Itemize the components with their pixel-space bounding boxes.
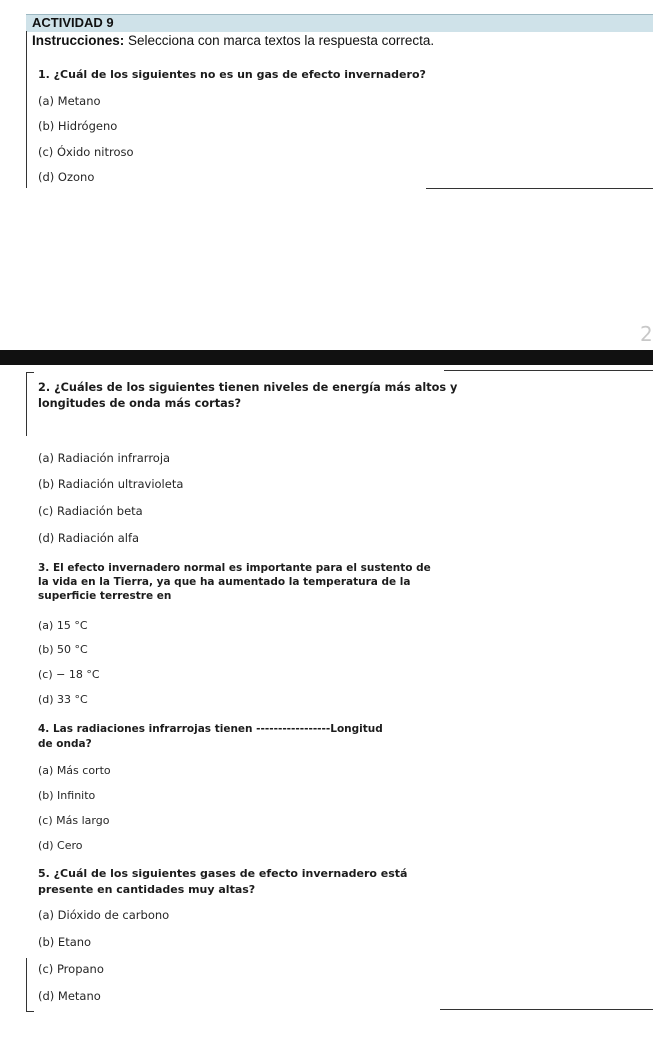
question-line: 4. Las radiaciones infrarrojas tienen -----------------Longitud [38, 723, 383, 735]
left-border-line [26, 372, 27, 436]
option-4b[interactable]: (b) Infinito [38, 789, 96, 802]
question-line: presente en cantidades muy altas? [38, 883, 256, 896]
question-line: 3. El efecto invernadero normal es importante para el sustento de [38, 562, 431, 574]
activity-header-bar [26, 14, 653, 32]
option-1a[interactable]: (a) Metano [38, 94, 101, 108]
bottom-rule [440, 1009, 653, 1010]
option-5c[interactable]: (c) Propano [38, 962, 104, 976]
option-5a[interactable]: (a) Dióxido de carbono [38, 908, 170, 922]
bottom-rule [426, 188, 653, 189]
option-2d[interactable]: (d) Radiación alfa [38, 531, 140, 545]
left-border-line [26, 958, 27, 1011]
option-4a[interactable]: (a) Más corto [38, 764, 111, 777]
instructions [32, 33, 434, 48]
question-2 [38, 380, 457, 412]
option-5b[interactable]: (b) Etano [38, 935, 92, 949]
option-2c[interactable]: (c) Radiación beta [38, 504, 143, 518]
option-1d[interactable]: (d) Ozono [38, 170, 95, 184]
option-4d[interactable]: (d) Cero [38, 839, 83, 852]
page-number: 2 [640, 322, 653, 346]
option-2a[interactable]: (a) Radiación infrarroja [38, 451, 171, 465]
question-3 [38, 561, 431, 603]
question-line: longitudes de onda más cortas? [38, 397, 241, 410]
top-rule [444, 370, 653, 371]
question-4 [38, 722, 383, 752]
activity-title: ACTIVIDAD 9 [32, 15, 114, 30]
option-3b[interactable]: (b) 50 °C [38, 643, 88, 656]
option-2b[interactable]: (b) Radiación ultravioleta [38, 477, 184, 491]
question-line: 5. ¿Cuál de los siguientes gases de efecto invernadero está [38, 867, 408, 880]
corner-rule [26, 372, 34, 373]
question-5 [38, 866, 407, 898]
option-4c[interactable]: (c) Más largo [38, 814, 110, 827]
option-3c[interactable]: (c) − 18 °C [38, 668, 100, 681]
option-1c[interactable]: (c) Óxido nitroso [38, 145, 134, 159]
question-line: superficie terrestre en [38, 590, 172, 602]
option-3a[interactable]: (a) 15 °C [38, 619, 88, 632]
instructions-label: Instrucciones: [32, 33, 125, 48]
instructions-text: Selecciona con marca textos la respuesta correcta. [124, 33, 435, 48]
question-1 [38, 67, 426, 83]
option-5d[interactable]: (d) Metano [38, 989, 101, 1003]
option-1b[interactable]: (b) Hidrógeno [38, 119, 118, 133]
corner-rule [26, 1011, 34, 1012]
question-line: 1. ¿Cuál de los siguientes no es un gas de efecto invernadero? [38, 68, 426, 81]
page-separator [0, 350, 653, 365]
left-border-line [26, 31, 27, 188]
question-line: 2. ¿Cuáles de los siguientes tienen niveles de energía más altos y [38, 381, 458, 394]
question-line: de onda? [38, 738, 92, 750]
option-3d[interactable]: (d) 33 °C [38, 693, 88, 706]
question-line: la vida en la Tierra, ya que ha aumentado la temperatura de la [38, 576, 411, 588]
